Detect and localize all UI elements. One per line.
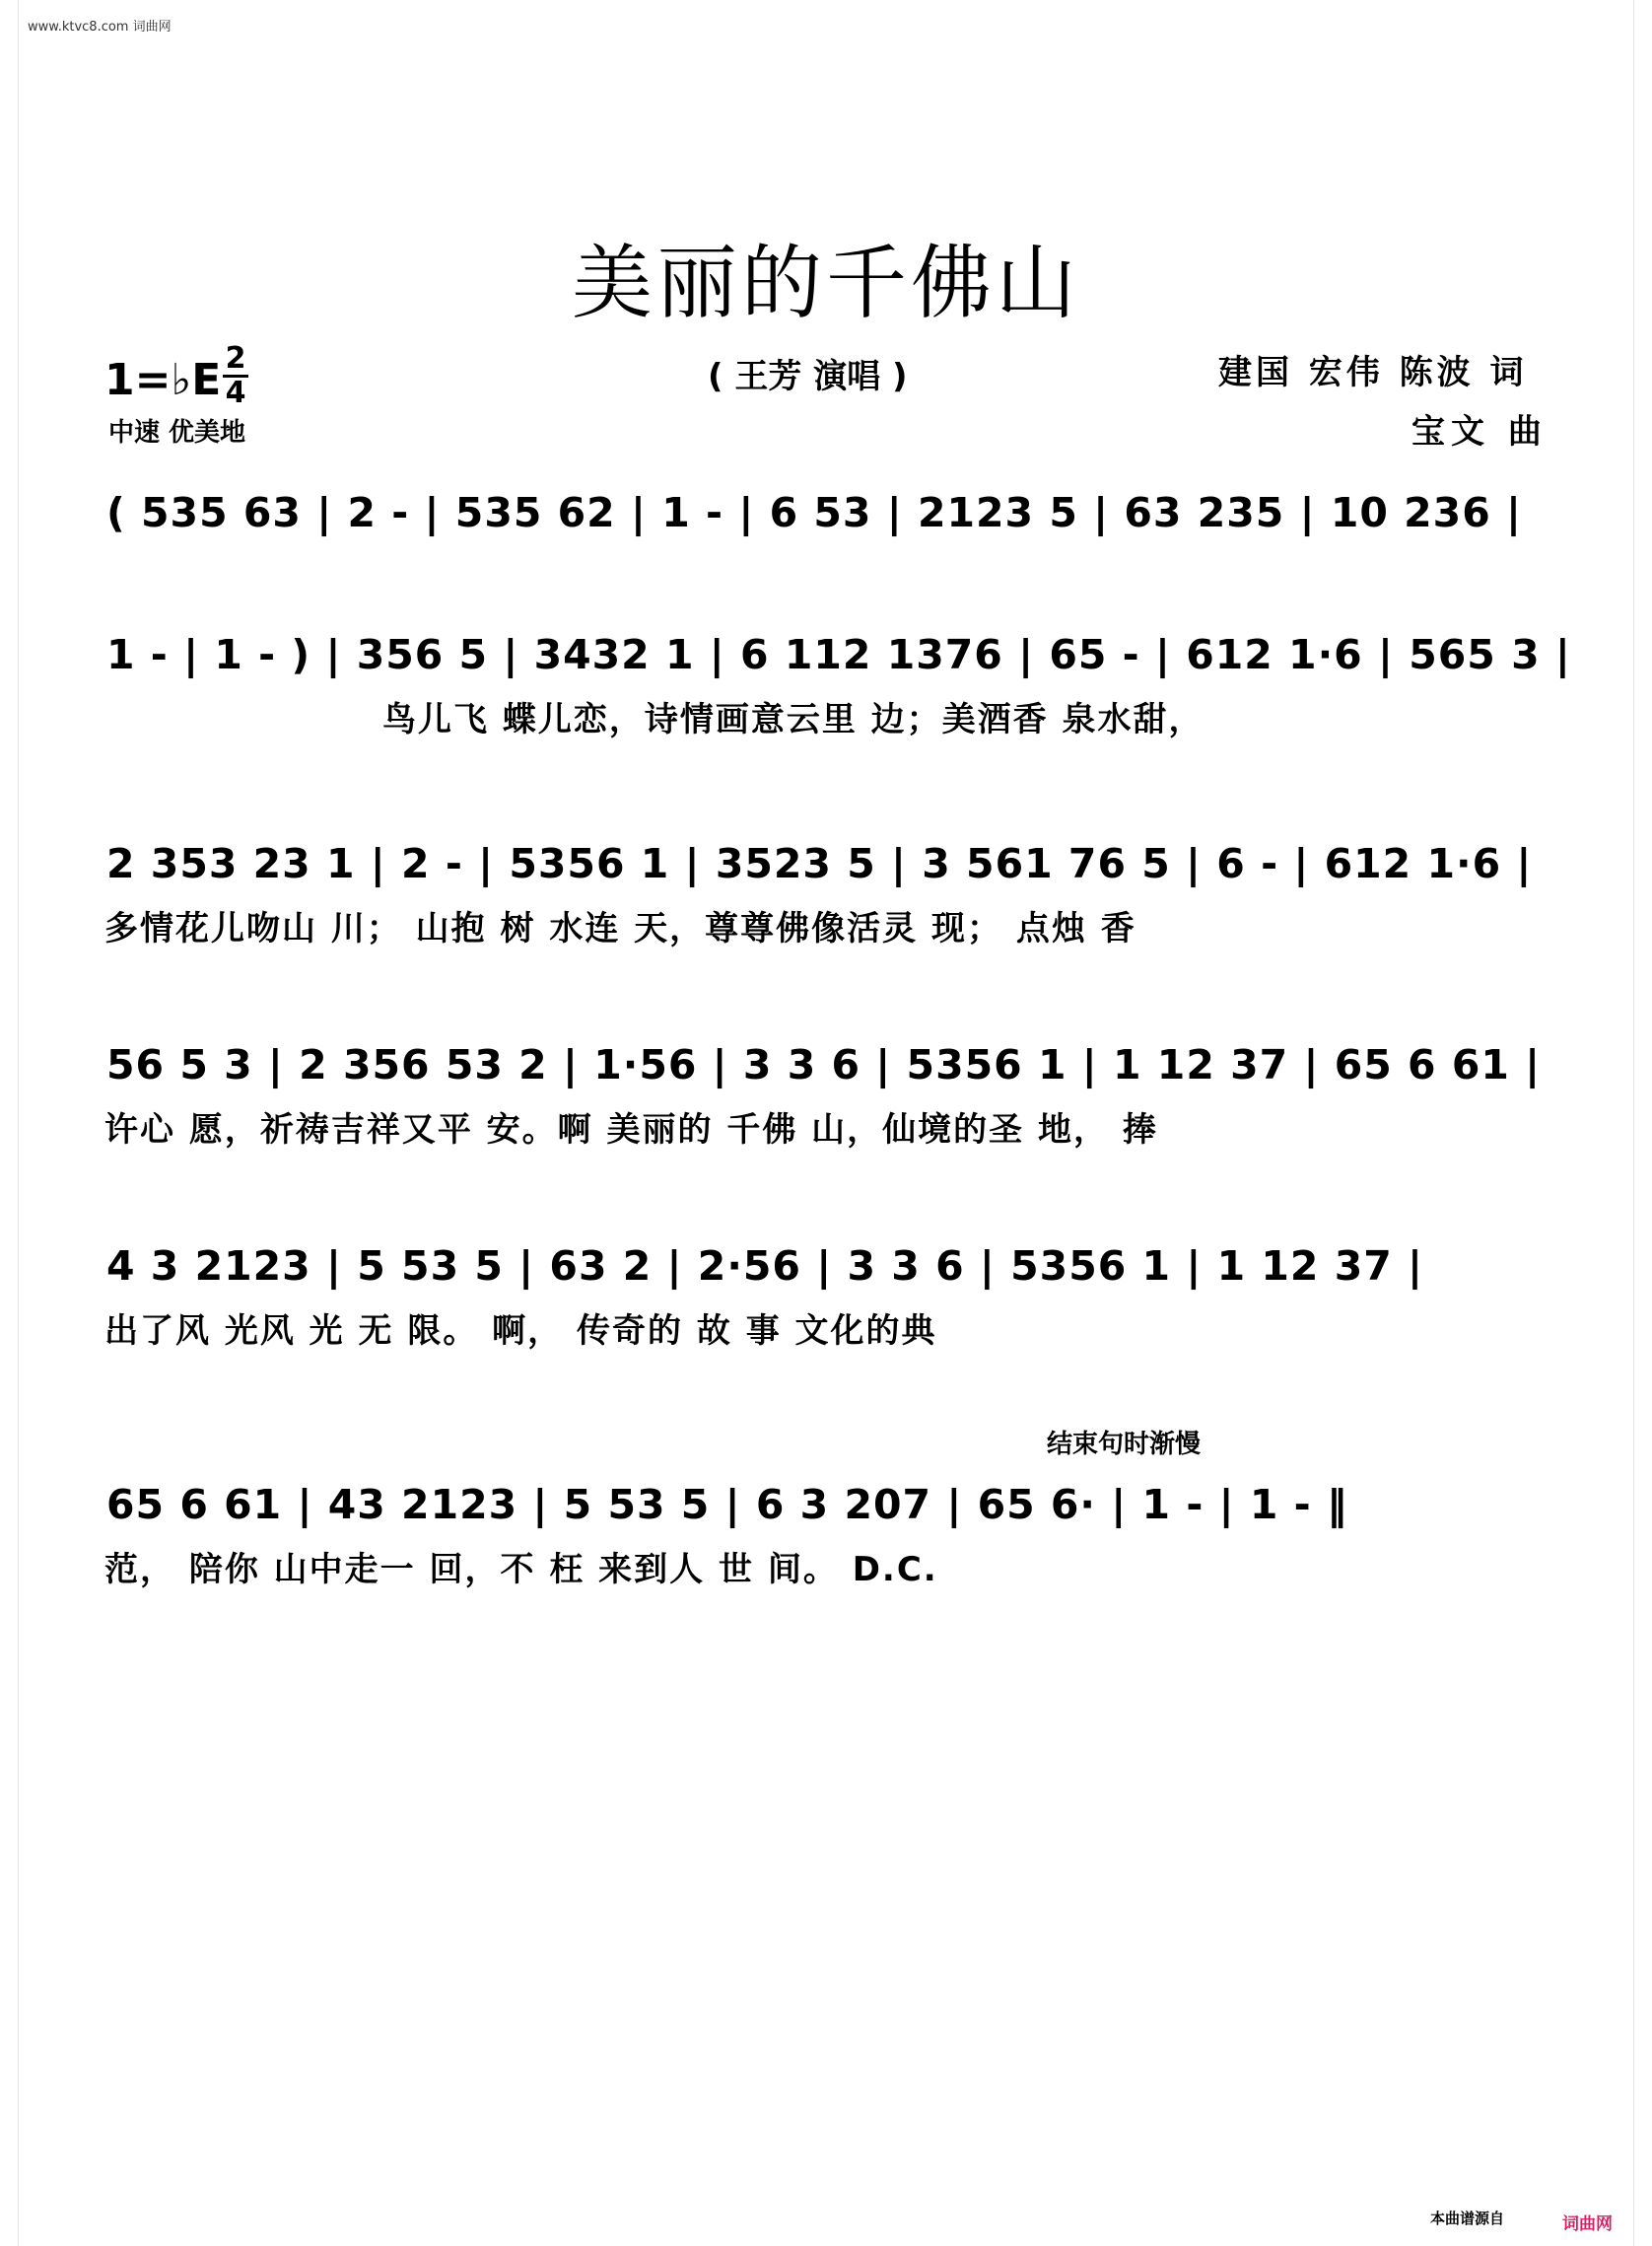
- notation-row-3: 2 353 23 1 | 2 - | 5356 1 | 3523 5 | 3 561 76 5 | 6 - | 612 1·6 |: [106, 840, 1533, 887]
- left-watermark-strip: [0, 0, 19, 2246]
- site-url[interactable]: www.ktvc8.com 词曲网: [28, 20, 172, 35]
- time-sig-top: 2: [225, 341, 246, 376]
- lyrics-row-4: 许心 愿，祈祷吉祥又平 安。啊 美丽的 千佛 山，仙境的圣 地， 捧: [104, 1110, 1158, 1150]
- notation-row-1: ( 535 63 | 2 - | 535 62 | 1 - | 6 53 | 2123 5 | 63 235 | 10 236 |: [106, 489, 1522, 536]
- time-sig-bottom: 4: [225, 376, 246, 410]
- singer-credit: ( 王芳 演唱 ): [708, 357, 908, 396]
- footer-site-link[interactable]: 词曲网: [1562, 2214, 1613, 2234]
- lyrics-row-6: 范， 陪你 山中走一 回，不 枉 来到人 世 间。 D.C.: [104, 1550, 938, 1589]
- notation-row-6: 65 6 61 | 43 2123 | 5 53 5 | 6 3 207 | 65 6· | 1 - | 1 - ‖: [106, 1481, 1348, 1528]
- composer-credit: 宝文 曲: [1411, 412, 1548, 452]
- right-watermark-strip: [1633, 0, 1652, 2246]
- lyricist-credit: 建国 宏伟 陈波 词: [1218, 353, 1528, 392]
- song-title: 美丽的千佛山: [571, 237, 1080, 330]
- key-signature: 1=♭E: [104, 355, 222, 405]
- notation-row-2: 1 - | 1 - ) | 356 5 | 3432 1 | 6 112 1376 | 65 - | 612 1·6 | 565 3 |: [106, 631, 1571, 678]
- rit-marking: 结束句时渐慢: [1047, 1430, 1202, 1459]
- footer-source-label: 本曲谱源自: [1429, 2210, 1504, 2227]
- time-signature: [223, 341, 248, 410]
- notation-row-5: 4 3 2123 | 5 53 5 | 63 2 | 2·56 | 3 3 6 | 5356 1 | 1 12 37 |: [106, 1242, 1424, 1290]
- tempo-marking: 中速 优美地: [108, 418, 246, 448]
- lyrics-row-2: 鸟儿飞 蝶儿恋，诗情画意云里 边；美酒香 泉水甜，: [382, 700, 1205, 739]
- lyrics-row-3: 多情花儿吻山 川； 山抱 树 水连 天，尊尊佛像活灵 现； 点烛 香: [104, 909, 1136, 948]
- notation-row-4: 56 5 3 | 2 356 53 2 | 1·56 | 3 3 6 | 5356 1 | 1 12 37 | 65 6 61 |: [106, 1041, 1542, 1088]
- lyrics-row-5: 出了风 光风 光 无 限。 啊， 传奇的 故 事 文化的典: [104, 1311, 937, 1351]
